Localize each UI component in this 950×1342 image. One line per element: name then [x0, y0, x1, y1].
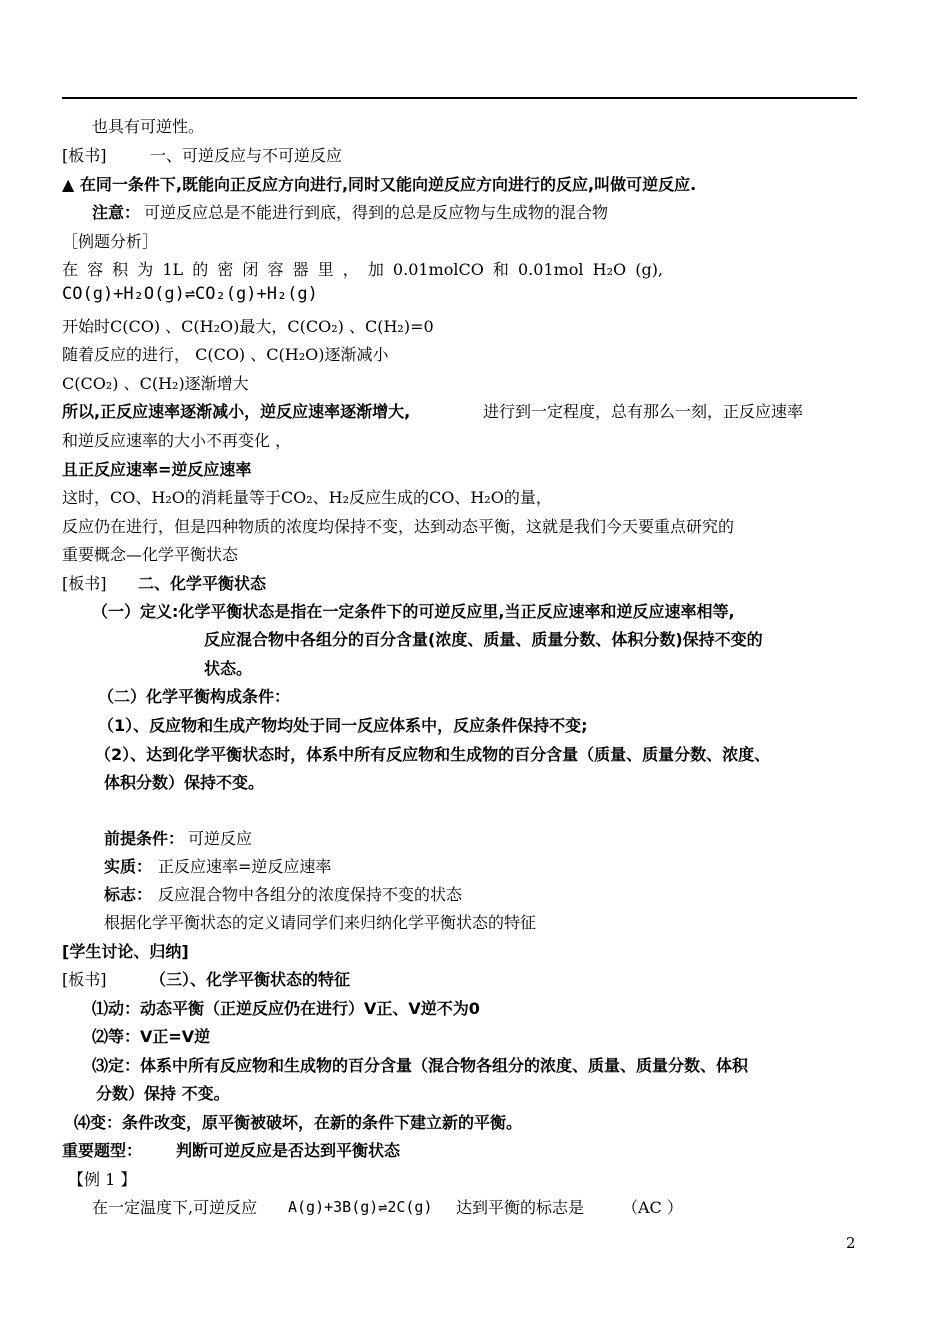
discussion-heading: [学生讨论、归纳]: [62, 942, 189, 961]
board-label: [板书]: [62, 146, 107, 165]
essence-text: 正反应速率=逆反应速率: [158, 857, 332, 876]
section-heading: （三）、化学平衡状态的特征: [150, 970, 351, 989]
text-line: 这时，CO、H₂O的消耗量等于CO₂、H₂反应生成的CO、H₂O的量，: [62, 488, 552, 507]
condition-item: （2）、达到化学平衡状态时，体系中所有反应物和生成物的百分含量（质量、质量分数、浓度、: [95, 745, 771, 764]
text-line: 进行到一定程度，总有那么一刻，正反应速率: [483, 402, 804, 421]
bold-text: 且正反应速率=逆反应速率: [62, 460, 252, 479]
equation: CO(g)+H₂O(g)⇌CO₂(g)+H₂(g): [62, 284, 318, 304]
example-equation: A(g)+3B(g)⇌2C(g): [288, 1198, 433, 1216]
text-line: 开始时C(CO) 、C(H₂O)最大，C(CO₂) 、C(H₂)=0: [62, 317, 434, 336]
bold-text: 所以,正反应速率逐渐减小，逆反应速率逐渐增大,: [62, 402, 411, 421]
feature-item: ⑴动：动态平衡（正逆反应仍在进行）V正、V逆不为0: [92, 999, 480, 1018]
note-text: 可逆反应总是不能进行到底，得到的总是反应物与生成物的混合物: [144, 203, 609, 222]
answer-text: （AC ）: [622, 1198, 683, 1217]
question-type-label: 重要题型：: [62, 1141, 143, 1160]
feature-item: ⑶定：体系中所有反应物和生成物的百分含量（混合物各组分的浓度、质量、质量分数、体积: [92, 1056, 749, 1075]
premise-text: 可逆反应: [188, 829, 253, 848]
feature-item: ⑷变：条件改变，原平衡被破坏，在新的条件下建立新的平衡。: [74, 1113, 523, 1132]
board-label: [板书]: [62, 970, 107, 989]
page-number: 2: [846, 1234, 856, 1252]
section-heading: 二、化学平衡状态: [138, 574, 267, 593]
text-line: C(CO₂) 、C(H₂)逐渐增大: [62, 374, 249, 393]
definition-line: ▲ 在同一条件下,既能向正反应方向进行,同时又能向逆反应方向进行的反应,叫做可逆反应.: [62, 175, 697, 194]
text-line: 根据化学平衡状态的定义请同学们来归纳化学平衡状态的特征: [104, 913, 537, 932]
condition-item: （1）、反应物和生成产物均处于同一反应体系中，反应条件保持不变;: [98, 716, 588, 735]
text-line: 和逆反应速率的大小不再变化 ，: [62, 431, 292, 450]
note-label: 注意：: [92, 203, 141, 222]
text-line: 重要概念—化学平衡状态: [62, 545, 239, 564]
definition-line: （一）定义:化学平衡状态是指在一定条件下的可逆反应里,当正反应速率和逆反应速率相等,: [92, 602, 735, 621]
board-label: [板书]: [62, 574, 107, 593]
example-heading: ［例题分析］: [62, 232, 159, 251]
example-text: 在 容 积 为 1L 的 密 闭 容 器 里 ， 加 0.01molCO 和 0.01mol H₂O (g),: [62, 260, 664, 279]
subsection-heading: （二）化学平衡构成条件：: [98, 687, 291, 706]
example-question: 达到平衡的标志是: [456, 1198, 585, 1217]
definition-line: 反应混合物中各组分的百分含量(浓度、质量、质量分数、体积分数)保持不变的: [204, 630, 763, 649]
question-type-text: 判断可逆反应是否达到平衡状态: [176, 1141, 401, 1160]
text-line: 反应仍在进行，但是四种物质的浓度均保持不变，达到动态平衡，这就是我们今天要重点研究的: [62, 517, 735, 536]
essence-label: 实质：: [104, 857, 153, 876]
definition-line: 状态。: [204, 659, 253, 678]
example-question: 在一定温度下,可逆反应: [92, 1198, 258, 1217]
section-heading: 一、可逆反应与不可逆反应: [150, 146, 343, 165]
sign-label: 标志：: [104, 885, 153, 904]
text-line: 也具有可逆性。: [92, 117, 205, 136]
feature-item: ⑵等：V正=V逆: [92, 1027, 211, 1046]
header-rule: [62, 97, 857, 99]
example-label: 【例 1 】: [68, 1170, 137, 1189]
text-line: 随着反应的进行， C(CO) 、C(H₂O)逐渐减小: [62, 345, 389, 364]
condition-item: 体积分数）保持不变。: [104, 773, 265, 792]
feature-item: 分数）保持 不变。: [96, 1084, 230, 1103]
premise-label: 前提条件：: [104, 829, 185, 848]
sign-text: 反应混合物中各组分的浓度保持不变的状态: [158, 885, 463, 904]
